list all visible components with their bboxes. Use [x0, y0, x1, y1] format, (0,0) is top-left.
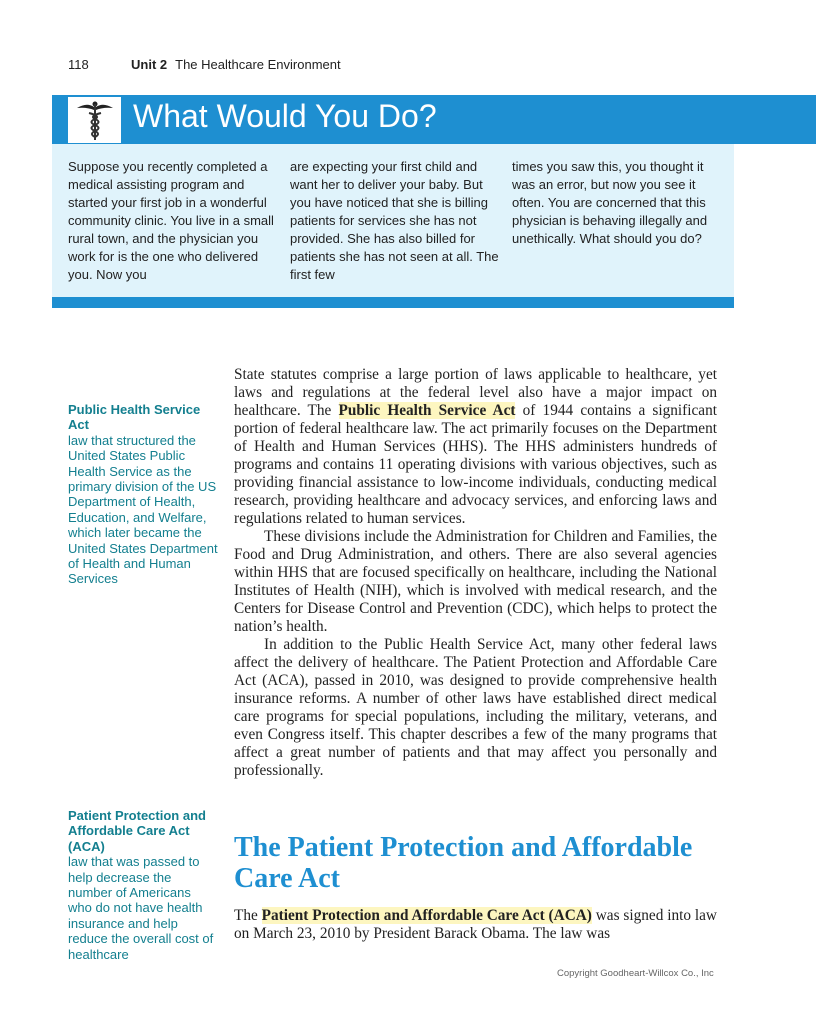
feature-title: What Would You Do?	[133, 98, 437, 134]
text: State statutes comprise a large portion of laws applicable to healthcare, yet laws and regulations at the federal level also have a major impact on healthcare. The	[234, 366, 717, 419]
term-definition: law that was passed to help decrease the number of Americans who do not have health insurance and help reduce the overall cost of healthcare	[68, 854, 214, 962]
margin-term-public-health	[68, 402, 218, 587]
feature-column-2: are expecting your first child and want her to deliver your baby. But you have noticed that she is billing patients for services she has not provided. She has also billed for patients she has not seen at all. The first few	[290, 159, 499, 282]
unit-label: Unit 2	[131, 57, 168, 72]
section-body	[234, 907, 717, 943]
caduceus-icon	[68, 97, 121, 143]
feature-bottom-bar	[52, 297, 734, 308]
running-header	[68, 57, 341, 72]
body-text	[234, 366, 717, 780]
key-term-highlight: Patient Protection and Affordable Care Act (ACA)	[261, 907, 592, 924]
section-heading: The Patient Protection and Affordable Care Act	[234, 832, 693, 894]
page-number: 118	[68, 57, 89, 72]
term-title: Patient Protection and Affordable Care Act (ACA)	[68, 808, 206, 854]
term-definition: law that structured the United States Public Health Service as the primary division of the US Department of Health, Education, and Welfare, which later became the United States Department of Health and Human Services	[68, 432, 218, 587]
paragraph: In addition to the Public Health Service Act, many other federal laws affect the delivery of healthcare. The Patient Protection and Affordable Care Act (ACA), passed in 2010, was designed to provide comprehensive health insurance reforms. A number of other laws have established direct medical care programs for special populations, including the military, veterans, and even Congress itself. This chapter describes a few of the many programs that affect a great number of patients and that may affect you personally and professionally.	[234, 636, 717, 779]
term-title: Public Health Service Act	[68, 402, 201, 433]
text: The	[234, 907, 262, 924]
margin-term-aca	[68, 808, 218, 962]
feature-column-3: times you saw this, you thought it was an error, but now you see it often. You are concerned that this physician is behaving illegally and unethically. What should you do?	[512, 159, 708, 246]
text: of 1944 contains a significant portion of federal healthcare law. The act primarily focuses on the Department of Health and Human Services (HHS). The HHS administers hundreds of programs and contains 11 operating divisions with various objectives, such as providing financial assistance to low-income individuals, conducting medical research, providing healthcare and advocacy services, and enforcing laws and regulations related to human services.	[234, 402, 717, 527]
key-term-highlight: Public Health Service Act	[338, 402, 516, 419]
text: was signed into law on March 23, 2010 by President Barack Obama. The law was	[234, 907, 717, 942]
feature-column-1: Suppose you recently completed a medical assisting program and started your first job in a wonderful community clinic. You live in a small rural town, and the physician you work for is the one who delivered you. Now you	[68, 159, 274, 282]
paragraph	[234, 366, 717, 528]
unit-title: The Healthcare Environment	[175, 57, 341, 72]
copyright: Copyright Goodheart-Willcox Co., Inc	[557, 968, 714, 979]
paragraph: These divisions include the Administration for Children and Families, the Food and Drug Administration, and others. There are also several agencies within HHS that are focused specifically on healthcare, including the National Institutes of Health (NIH), which is involved with medical research, and the Centers for Disease Control and Prevention (CDC), which helps to protect the nation’s health.	[234, 528, 717, 635]
paragraph	[234, 907, 717, 943]
